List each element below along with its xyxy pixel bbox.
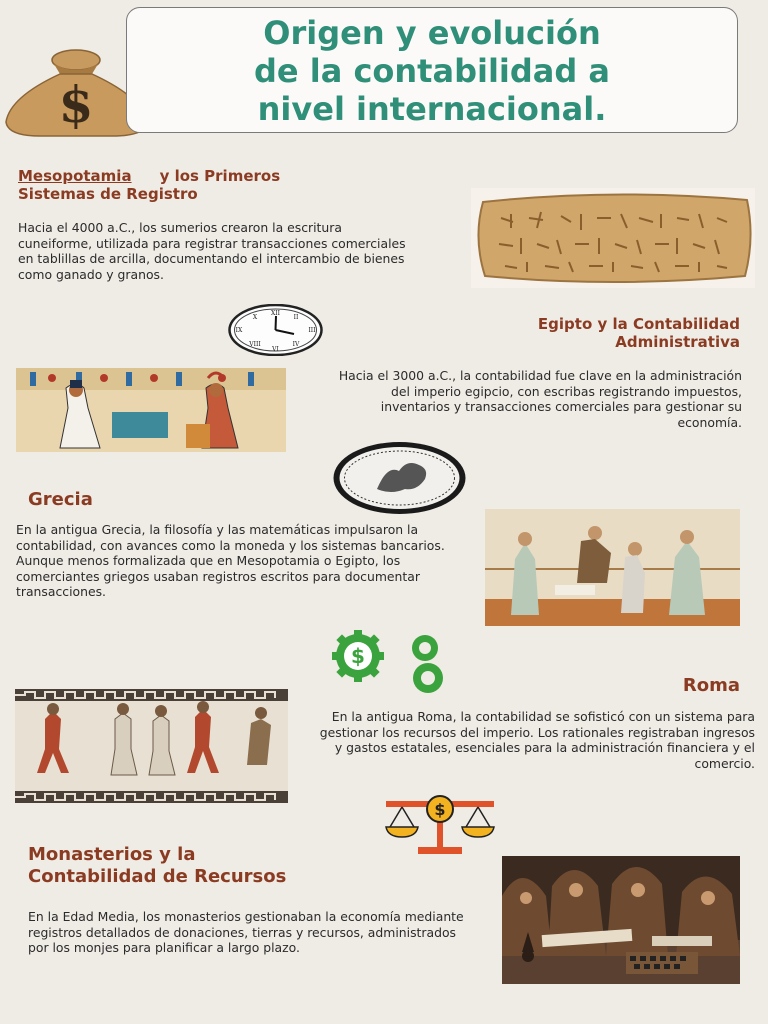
egipto-heading [420, 315, 740, 351]
svg-text:III: III [308, 327, 316, 334]
monasterios-heading-line2: Contabilidad de Recursos [28, 866, 287, 887]
monasterios-heading [28, 844, 458, 888]
clock-icon [228, 304, 323, 356]
monasterios-heading-line1: Monasterios y la [28, 844, 196, 865]
page-title [126, 14, 738, 128]
title-line-3: nivel internacional. [257, 90, 607, 128]
svg-text:IV: IV [292, 341, 300, 348]
grecia-heading: Grecia [28, 489, 93, 510]
egipto-heading-line1: Egipto y la Contabilidad [537, 315, 740, 333]
egyptian-scribe-image [16, 368, 286, 452]
medieval-monks-image [502, 856, 740, 984]
egipto-heading-line2: Administrativa [615, 333, 740, 351]
monasterios-text: En la Edad Media, los monasterios gestionaban la economía mediante registros detallados de donaciones, tierras y recursos, administrados por los monjes para planificar a largo plazo. [28, 909, 464, 956]
title-line-1: Origen y evolución [263, 14, 601, 52]
coin-icon [332, 441, 467, 515]
roma-heading: Roma [682, 675, 740, 696]
svg-text:IX: IX [235, 327, 243, 334]
mesopotamia-heading-word: Mesopotamia [18, 167, 132, 185]
svg-text:$: $ [351, 644, 365, 668]
mesopotamia-heading-rest: y los Primeros [159, 167, 281, 185]
greek-philosophers-image [485, 509, 740, 626]
title-line-2: de la contabilidad a [253, 52, 611, 90]
svg-text:VIII: VIII [249, 341, 261, 348]
egipto-text: Hacia el 3000 a.C., la contabilidad fue clave en la administración del imperio egipcio, con escribas registrando impuestos, inventarios y transacciones comerciales para gestionar su economía. [338, 368, 742, 430]
svg-text:$: $ [434, 800, 446, 819]
svg-text:II: II [293, 314, 299, 321]
svg-text:VI: VI [272, 346, 279, 353]
cuneiform-tablet-image [471, 188, 755, 288]
mesopotamia-heading-line2: Sistemas de Registro [18, 185, 198, 203]
svg-text:X: X [252, 314, 258, 321]
mesopotamia-heading [18, 167, 431, 203]
gear-dollar-icon [312, 630, 460, 698]
roma-text: En la antigua Roma, la contabilidad se sofisticó con un sistema para gestionar los recursos del imperio. Los rationales registraban ingresos y gastos estatales, esenciales para la administración financiera y el comercio. [319, 709, 755, 771]
grecia-text: En la antigua Grecia, la filosofía y las matemáticas impulsaron la contabilidad, con avances como la moneda y los sistemas bancarios. Aunque menos formalizada que en Mesopotamia o Egipto, los comerciantes griegos usaban registros escritos para documentar transacciones. [16, 522, 445, 600]
svg-text:XII: XII [270, 310, 281, 317]
svg-text:$: $ [58, 75, 94, 134]
roman-mosaic-image [15, 689, 288, 803]
mesopotamia-text: Hacia el 4000 a.C., los sumerios crearon la escritura cuneiforme, utilizada para registrar transacciones comerciales en tablillas de arcilla, documentando el intercambio de bienes como ganado y granos. [18, 220, 406, 282]
